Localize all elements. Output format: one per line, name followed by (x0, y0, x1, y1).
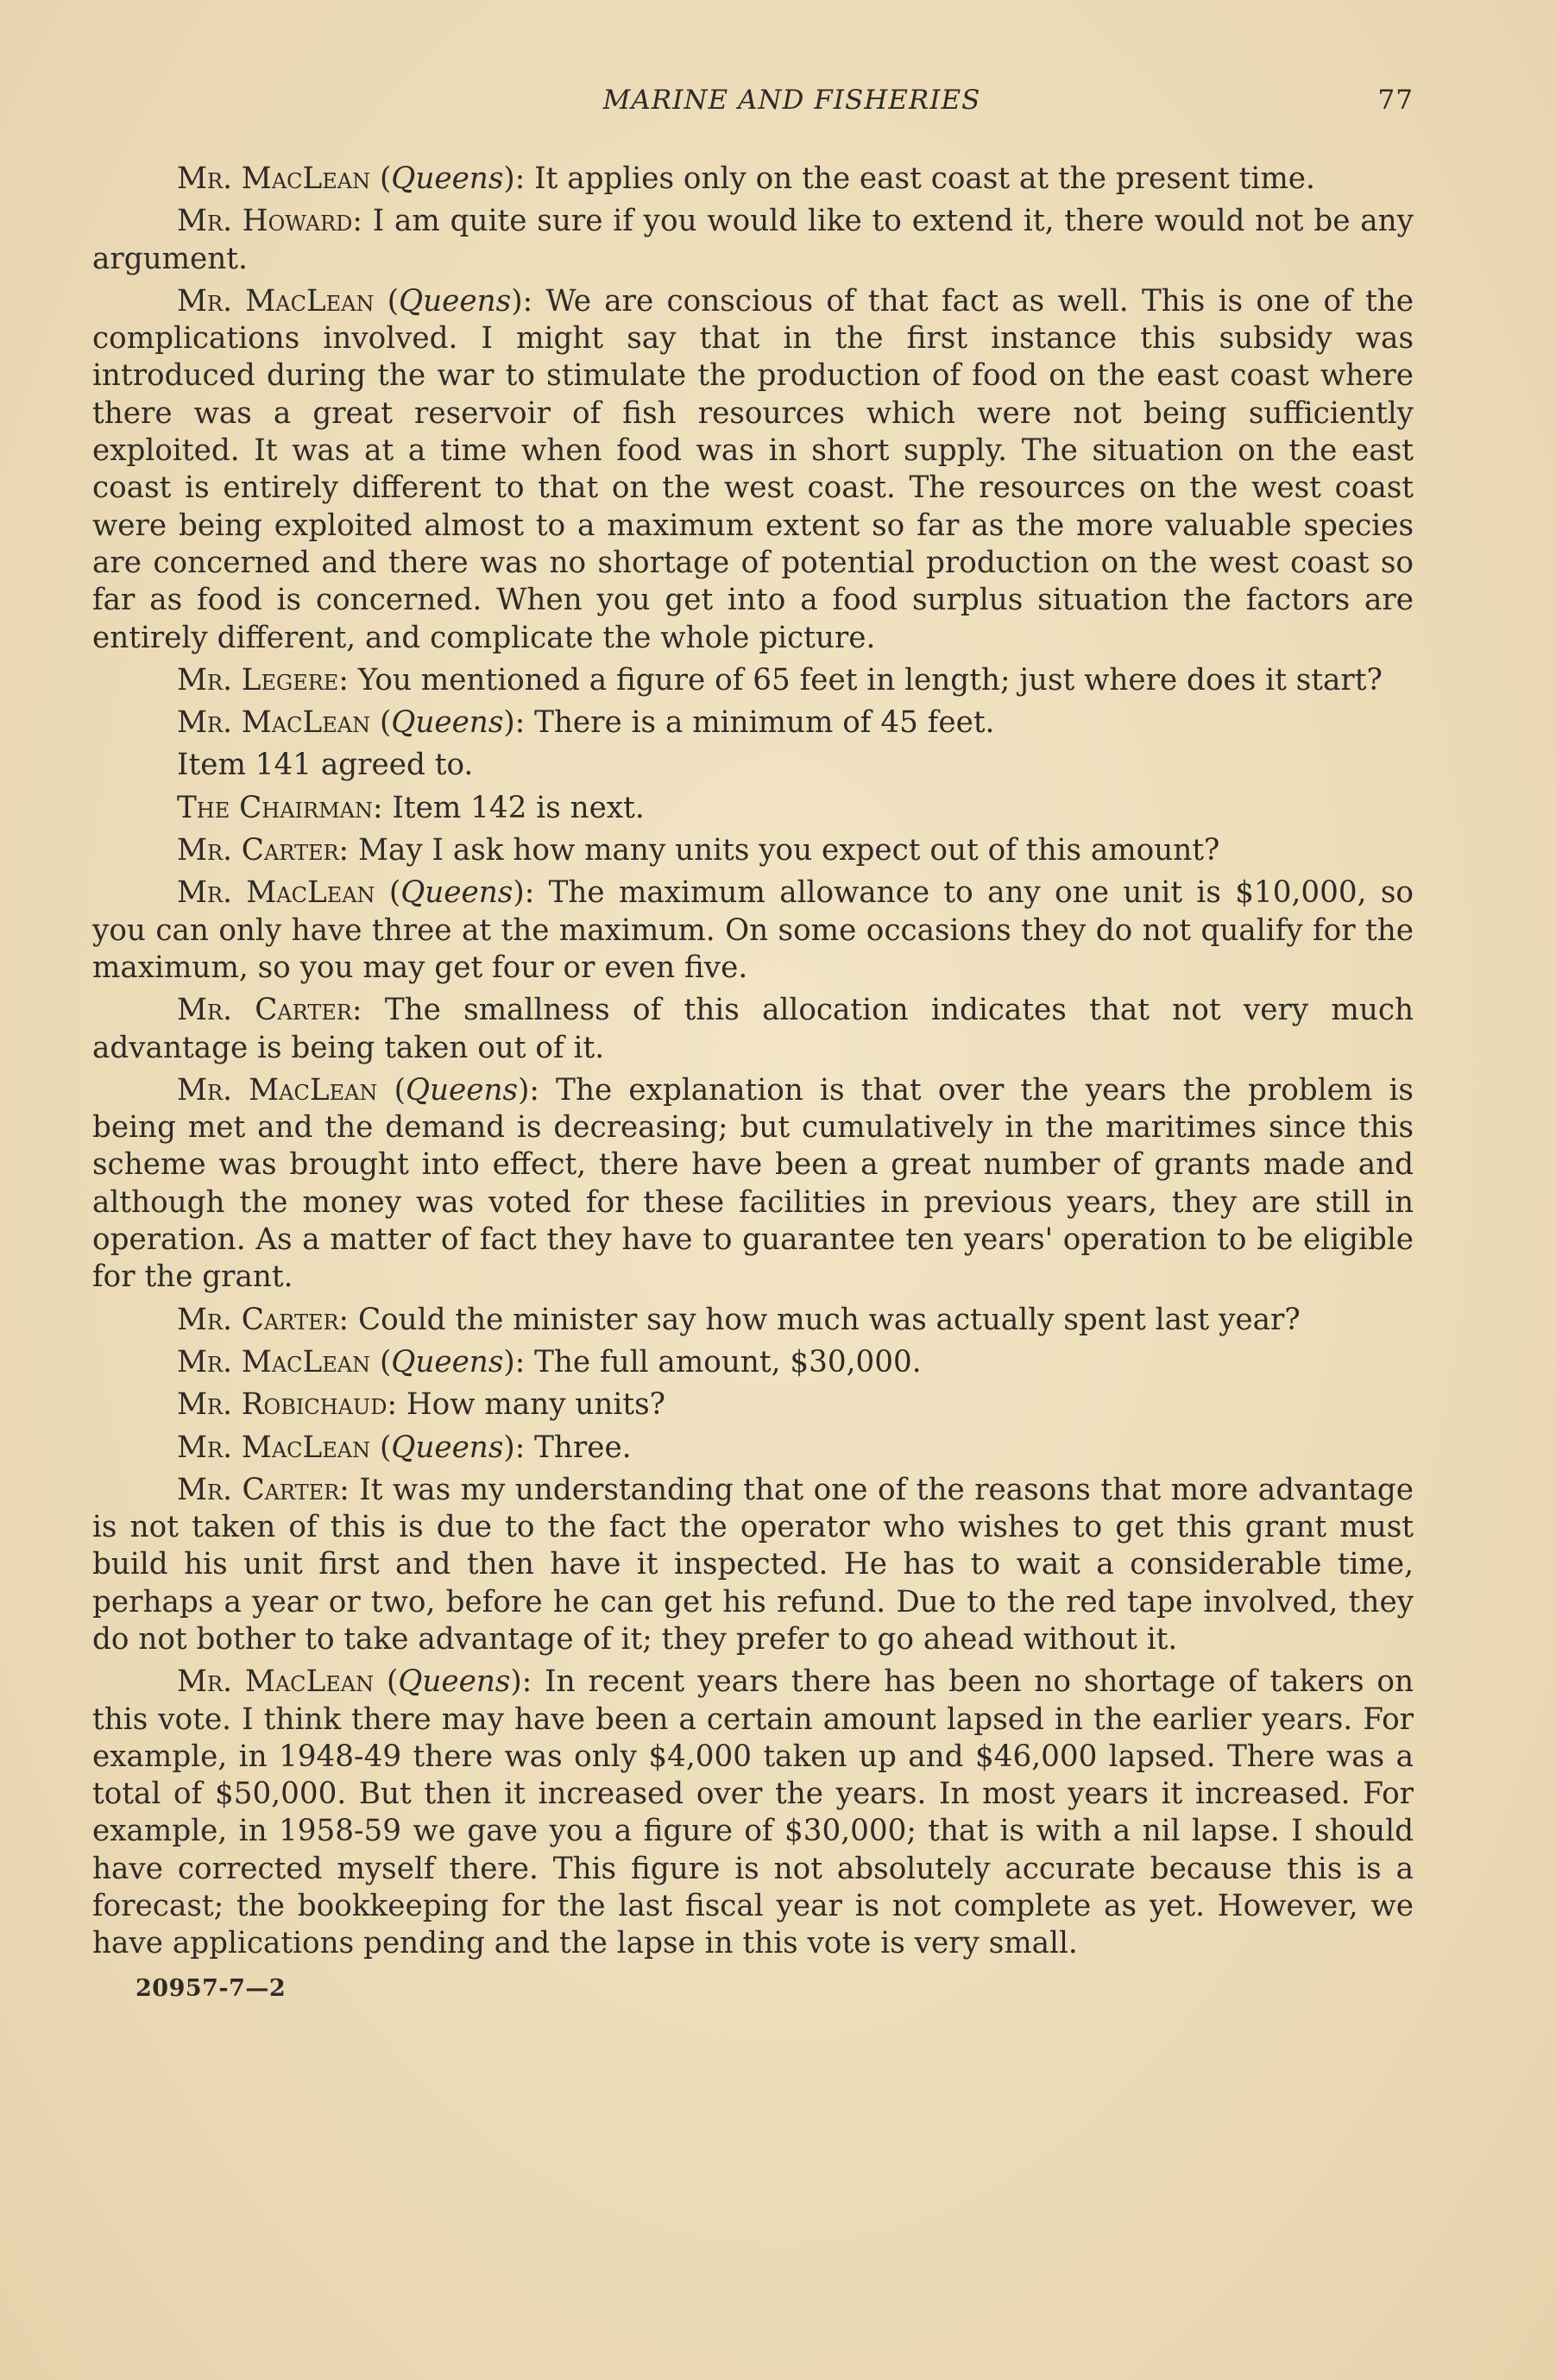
paragraph: Mr. MacLean (Queens): The explanation is that over the years the problem is being met and the demand is decreasing; but cumulatively in the maritimes since this scheme was brought into effect, there have been a great number of grants made and although the money was voted for these facilities in previous years, they are still in operation. As a matter of fact they have to guarantee ten years' operation to be eligible for the grant. (92, 1072, 1414, 1295)
speaker-riding: Queens (391, 1344, 504, 1379)
paragraph-text: Item 142 is next. (392, 790, 645, 825)
paragraph-text: The full amount, $30,000. (534, 1344, 922, 1379)
paragraph: Mr. Howard: I am quite sure if you would like to extend it, there would not be any argument. (92, 204, 1414, 276)
page-number: 77 (1377, 85, 1414, 116)
paragraph-text: Three. (534, 1430, 632, 1465)
paragraph-text: The maximum allowance to any one unit is $10,000, so you can only have three at the maximum. On some occasions they do not qualify for the maximum, so you may get four or even five. (92, 875, 1414, 985)
paragraph: Mr. MacLean (Queens): There is a minimum of 45 feet. (177, 705, 995, 741)
speaker-name: Mr. MacLean (177, 705, 371, 741)
speaker-riding: Queens (391, 161, 504, 196)
paragraph: Mr. Carter: It was my understanding that one of the reasons that more advantage is not taken of this is due to the fact the operator who wishes to get this grant must build his unit first and then have it inspected. He has to wait a considerable time, perhaps a year or two, before he can get his refund. Due to the red tape involved, they do not bother to take advantage of it; they prefer to go ahead without it. (92, 1472, 1414, 1657)
paragraph: Mr. MacLean (Queens): The maximum allowance to any one unit is $10,000, so you can only have three at the maximum. On some occasions they do not qualify for the maximum, so you may get four or even five. (92, 875, 1414, 985)
speaker-riding: Queens (405, 1072, 519, 1108)
paragraph: The Chairman: Item 142 is next. (177, 790, 645, 825)
speaker-name: Mr. Carter (177, 993, 352, 1028)
paragraph-text: We are conscious of that fact as well. This is one of the complications involved. I might say that in the first instance this subsidy was introduced during the war to stimulate the production of food on the east coast where there was a great reservoir of fish resources which were not being sufficiently exploited. It was at a time when food was in short supply. The situation on the east coast is entirely different to that on the west coast. The resources on the west coast were being exploited almost to a maximum extent so far as the more valuable species are concerned and there was no shortage of potential production on the west coast so far as food is concerned. When you get into a food surplus situation the factors are entirely different, and complicate the whole picture. (92, 283, 1414, 655)
paragraph: Mr. MacLean (Queens): In recent years there has been no shortage of takers on this vote. I think there may have been a certain amount lapsed in the earlier years. For example, in 1948-49 there was only $4,000 taken up and $46,000 lapsed. There was a total of $50,000. But then it increased over the years. In most years it increased. For example, in 1958-59 we gave you a figure of $30,000; that is with a nil lapse. I should have corrected myself there. This figure is not absolutely accurate because this is a forecast; the bookkeeping for the last fiscal year is not complete as yet. However, we have applications pending and the lapse in this vote is very small. (92, 1664, 1414, 1961)
speaker-name: Mr. Carter (177, 1472, 340, 1507)
paragraph-text: May I ask how many units you expect out of this amount? (357, 833, 1220, 868)
page-header (92, 85, 1414, 128)
speaker-riding: Queens (391, 705, 504, 741)
paragraph: Mr. MacLean (Queens): Three. (177, 1430, 632, 1465)
speaker-name: Mr. MacLean (177, 161, 371, 196)
paragraph: Mr. MacLean (Queens): The full amount, $30,000. (177, 1344, 922, 1379)
paragraph-text: Item 141 agreed to. (177, 748, 474, 783)
paragraph-text: It was my understanding that one of the reasons that more advantage is not taken of this is due to the fact the operator who wishes to get this grant must build his unit first and then have it inspected. He has to wait a considerable time, perhaps a year or two, before he can get his refund. Due to the red tape involved, they do not bother to take advantage of it; they prefer to go ahead without it. (92, 1472, 1414, 1657)
speaker-name: Mr. MacLean (177, 1664, 375, 1700)
paragraph-text: The smallness of this allocation indicates that not very much advantage is being taken out of it. (92, 993, 1414, 1065)
speaker-name: Mr. Legere (177, 662, 339, 698)
paragraph-text: In recent years there has been no shortage of takers on this vote. I think there may have been a certain amount lapsed in the earlier years. For example, in 1948-49 there was only $4,000 taken up and $46,000 lapsed. There was a total of $50,000. But then it increased over the years. In most years it increased. For example, in 1958-59 we gave you a figure of $30,000; that is with a nil lapse. I should have corrected myself there. This figure is not absolutely accurate because this is a forecast; the bookkeeping for the last fiscal year is not complete as yet. However, we have applications pending and the lapse in this vote is very small. (92, 1664, 1414, 1961)
paragraph-text: The explanation is that over the years the problem is being met and the demand is decreasing; but cumulatively in the maritimes since this scheme was brought into effect, there have been a great number of grants made and although the money was voted for these facilities in previous years, they are still in operation. As a matter of fact they have to guarantee ten years' operation to be eligible for the grant. (92, 1072, 1414, 1295)
paragraph-text: It applies only on the east coast at the present time. (534, 161, 1315, 196)
paragraph: Mr. Carter: Could the minister say how much was actually spent last year? (177, 1302, 1301, 1337)
paragraph-text: There is a minimum of 45 feet. (534, 705, 995, 741)
paragraph: Mr. Legere: You mentioned a figure of 65 feet in length; just where does it start? (177, 662, 1383, 698)
paragraph: Mr. Carter: May I ask how many units you expect out of this amount? (177, 833, 1220, 868)
speaker-name: Mr. Carter (177, 833, 339, 868)
paragraph-text: How many units? (406, 1387, 665, 1423)
paragraph: Mr. MacLean (Queens): We are conscious of that fact as well. This is one of the complications involved. I might say that in the first instance this subsidy was introduced during the war to stimulate the production of food on the east coast where there was a great reservoir of fish resources which were not being sufficiently exploited. It was at a time when food was in short supply. The situation on the east coast is entirely different to that on the west coast. The resources on the west coast were being exploited almost to a maximum extent so far as the more valuable species are concerned and there was no shortage of potential production on the west coast so far as food is concerned. When you get into a food surplus situation the factors are entirely different, and complicate the whole picture. (92, 283, 1414, 655)
signature-code: 20957-7—2 (135, 1974, 287, 2002)
speaker-name: The Chairman (177, 790, 373, 825)
speaker-name: Mr. MacLean (177, 1344, 371, 1379)
paragraph: Mr. Robichaud: How many units? (177, 1387, 665, 1423)
speaker-name: Mr. MacLean (177, 875, 375, 911)
paragraph-text: I am quite sure if you would like to extend it, there would not be any argument. (92, 204, 1414, 276)
speaker-riding: Queens (399, 283, 512, 319)
paragraph: Mr. Carter: The smallness of this allocation indicates that not very much advantage is being taken out of it. (92, 993, 1414, 1065)
paragraph (92, 747, 1414, 784)
speaker-riding: Queens (391, 1430, 504, 1465)
paragraph-text: You mentioned a figure of 65 feet in length; just where does it start? (357, 662, 1383, 698)
paragraph: Mr. MacLean (Queens): It applies only on the east coast at the present time. (177, 161, 1315, 196)
paragraph-text: Could the minister say how much was actually spent last year? (357, 1302, 1301, 1337)
speaker-name: Mr. Carter (177, 1302, 339, 1337)
page-body (92, 161, 1414, 1963)
speaker-name: Mr. MacLean (177, 1430, 371, 1465)
speaker-name: Mr. Howard (177, 204, 353, 239)
speaker-riding: Queens (398, 1664, 511, 1700)
speaker-name: Mr. MacLean (177, 1072, 378, 1108)
speaker-name: Mr. MacLean (177, 283, 375, 319)
speaker-riding: Queens (400, 875, 513, 911)
speaker-name: Mr. Robichaud (177, 1387, 387, 1423)
running-title: MARINE AND FISHERIES (602, 85, 981, 116)
